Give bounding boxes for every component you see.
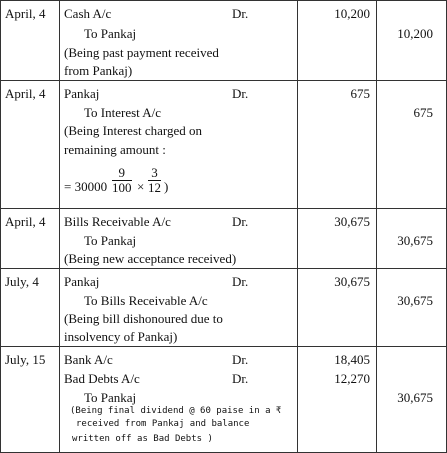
particulars-to-account: To Bills Receivable A/c bbox=[84, 293, 208, 308]
debit-amount: 30,675 bbox=[334, 214, 370, 229]
fraction-denominator: 12 bbox=[148, 180, 161, 195]
entry-date: April, 4 bbox=[5, 6, 46, 21]
fraction-numerator: 3 bbox=[148, 166, 161, 181]
entry-date: July, 4 bbox=[5, 274, 39, 289]
debit-amount: 12,270 bbox=[334, 371, 370, 386]
particulars-account: Bad Debts A/c bbox=[64, 371, 140, 386]
formula-prefix: = 30000 bbox=[64, 179, 108, 194]
formula-suffix: ) bbox=[164, 179, 169, 194]
particulars-to-account: To Pankaj bbox=[84, 233, 137, 248]
dr-marker: Dr. bbox=[232, 274, 249, 289]
row-rule bbox=[0, 80, 447, 81]
narration-small: received from Pankaj and balance bbox=[76, 419, 250, 429]
narration: from Pankaj) bbox=[64, 63, 133, 78]
debit-amount: 30,675 bbox=[334, 274, 370, 289]
narration: insolvency of Pankaj) bbox=[64, 329, 178, 344]
particulars-to-account: To Interest A/c bbox=[84, 105, 162, 120]
formula-times: × bbox=[137, 179, 145, 194]
particulars-account: Pankaj bbox=[64, 274, 100, 289]
narration-small: written off as Bad Debts ) bbox=[72, 434, 213, 444]
formula-fraction bbox=[148, 166, 161, 195]
column-rule bbox=[0, 0, 1, 453]
particulars-account: Cash A/c bbox=[64, 6, 112, 21]
fraction-denominator: 100 bbox=[112, 180, 132, 195]
narration: (Being past payment received bbox=[64, 45, 219, 60]
column-rule bbox=[59, 0, 60, 453]
debit-amount: 18,405 bbox=[334, 352, 370, 367]
particulars-to-account: To Pankaj bbox=[84, 26, 137, 41]
credit-amount: 10,200 bbox=[397, 26, 433, 41]
narration: (Being bill dishonoured due to bbox=[64, 311, 223, 326]
entry-date: April, 4 bbox=[5, 86, 46, 101]
narration: (Being new acceptance received) bbox=[64, 251, 237, 266]
dr-marker: Dr. bbox=[232, 352, 249, 367]
column-rule bbox=[376, 0, 377, 453]
debit-amount: 10,200 bbox=[334, 6, 370, 21]
narration: remaining amount : bbox=[64, 142, 166, 157]
dr-marker: Dr. bbox=[232, 371, 249, 386]
narration: (Being Interest charged on bbox=[64, 123, 203, 138]
row-rule bbox=[0, 208, 447, 209]
particulars-account: Bills Receivable A/c bbox=[64, 214, 171, 229]
particulars-account: Bank A/c bbox=[64, 352, 113, 367]
credit-amount: 30,675 bbox=[397, 390, 433, 405]
debit-amount: 675 bbox=[350, 86, 370, 101]
narration-small: (Being final dividend @ 60 paise in a ₹ bbox=[70, 406, 282, 416]
dr-marker: Dr. bbox=[232, 214, 249, 229]
credit-amount: 30,675 bbox=[397, 233, 433, 248]
entry-date: April, 4 bbox=[5, 214, 46, 229]
entry-date: July, 15 bbox=[5, 352, 46, 367]
particulars-to-account: To Pankaj bbox=[84, 390, 137, 405]
fraction-numerator: 9 bbox=[112, 166, 132, 181]
formula-fraction bbox=[112, 166, 132, 195]
particulars-account: Pankaj bbox=[64, 86, 100, 101]
row-rule bbox=[0, 346, 447, 347]
row-rule bbox=[0, 268, 447, 269]
credit-amount: 30,675 bbox=[397, 293, 433, 308]
dr-marker: Dr. bbox=[232, 86, 249, 101]
row-rule bbox=[0, 0, 447, 1]
dr-marker: Dr. bbox=[232, 6, 249, 21]
credit-amount: 675 bbox=[413, 105, 433, 120]
